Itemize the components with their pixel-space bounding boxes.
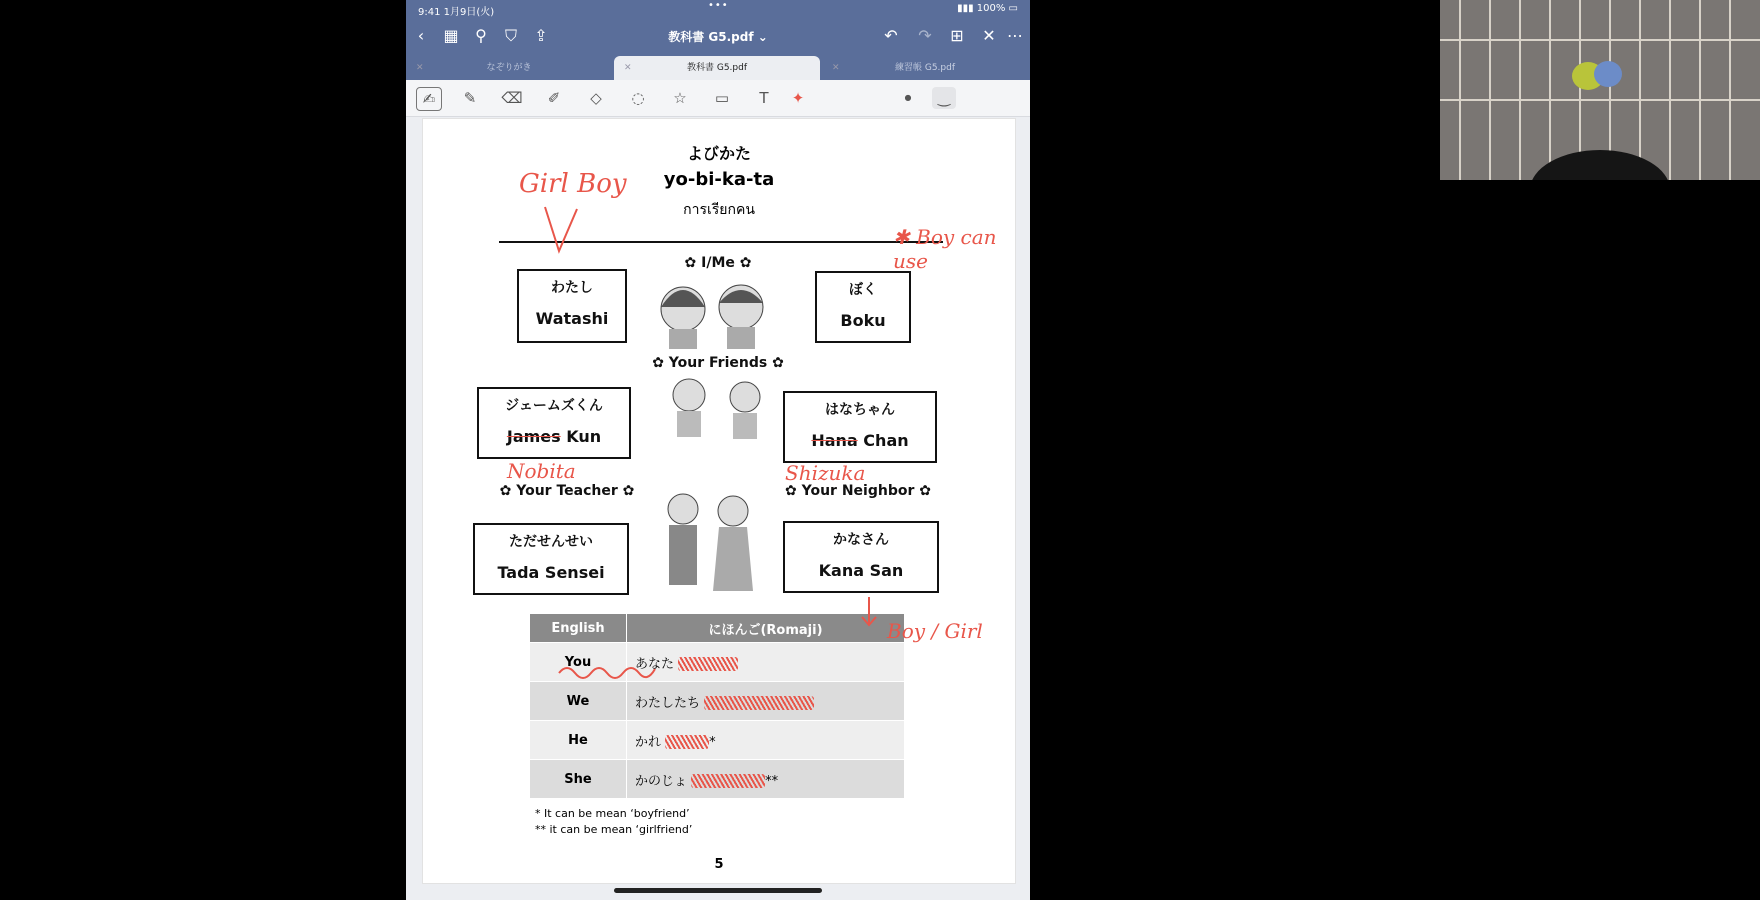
vocab-table [529, 613, 905, 799]
girl-boy-illustration [645, 269, 781, 349]
status-bar [406, 0, 1030, 18]
tab-label: 教科書 G5.pdf [686, 63, 748, 73]
title-romaji: yo-bi-ka-ta [663, 169, 775, 190]
cell-english: He [530, 721, 627, 760]
table-row [530, 682, 905, 721]
handwriting-arrow [541, 203, 581, 259]
grid-icon[interactable]: ▦ [443, 26, 459, 45]
box-en: Kun [560, 427, 602, 446]
footnote-mark: * [709, 734, 716, 750]
handwriting-shizuka: Shizuka [785, 461, 866, 485]
bookmark-icon[interactable]: ⛉ [504, 26, 517, 45]
box-tada [473, 523, 629, 595]
title-thai: การเรียกคน [683, 202, 755, 218]
section-ime: ✿ I/Me ✿ [684, 255, 752, 271]
footnote-2: ** it can be mean ‘girlfriend’ [535, 823, 693, 836]
cell-japanese [627, 760, 905, 799]
ipad-screen [406, 0, 1030, 900]
table-header: にほんご(Romaji) [627, 614, 905, 643]
box-jp: かなさん [833, 532, 889, 548]
handwriting-boy-girl: Boy / Girl [887, 619, 983, 643]
cell-japanese [627, 682, 905, 721]
box-boku [815, 271, 911, 343]
tab-close-icon[interactable]: ✕ [832, 63, 840, 73]
jp-word: かれ [635, 734, 662, 750]
annotation-toolbar [406, 80, 1030, 117]
redo-icon[interactable]: ↷ [918, 26, 932, 45]
tab-label: なぞりがき [486, 63, 532, 73]
image-icon[interactable]: ▭ [714, 89, 730, 107]
back-icon[interactable]: ‹ [417, 26, 425, 45]
box-james [477, 387, 631, 459]
nav-bar [406, 18, 1030, 54]
cell-english: She [530, 760, 627, 799]
close-icon[interactable]: ✕ [982, 26, 996, 45]
cell-japanese [627, 721, 905, 760]
camera-feed [1440, 0, 1760, 180]
tab-nazorigaki[interactable] [406, 56, 612, 80]
tab-label: 練習帳 G5.pdf [894, 63, 956, 73]
jp-word: あなた [635, 656, 675, 672]
box-watashi [517, 269, 627, 343]
box-jp: ただせんせい [509, 534, 593, 550]
tab-kyokasho[interactable] [614, 56, 820, 80]
handwriting-boy-can-use: ✱ Boy can use [893, 225, 997, 273]
tab-close-icon[interactable]: ✕ [624, 63, 632, 73]
table-row [530, 721, 905, 760]
battery-indicator: ▮▮▮ 100% ▭ [957, 3, 1018, 14]
tab-bar [406, 54, 1030, 80]
handwriting-underline-wave [557, 659, 657, 685]
add-page-icon[interactable]: ⊞ [950, 26, 964, 45]
box-en: Tada Sensei [497, 563, 605, 582]
tab-renshucho[interactable] [822, 56, 1028, 80]
title-japanese: よびかた [686, 144, 751, 163]
undo-icon[interactable]: ↶ [884, 26, 898, 45]
section-friends: ✿ Your Friends ✿ [652, 355, 784, 371]
box-jp: はなちゃん [825, 402, 895, 418]
footnote-1: * It can be mean ‘boyfriend’ [535, 807, 690, 820]
box-en: Kana San [818, 561, 904, 580]
read-mode-icon[interactable]: ✍ [416, 87, 442, 111]
laser-pointer-icon[interactable]: ✦ [791, 89, 805, 107]
box-en: Chan [857, 431, 909, 450]
document-title[interactable]: 教科書 G5.pdf ⌄ [668, 30, 768, 44]
page-number: 5 [714, 857, 724, 872]
jp-word: かのじょ [635, 773, 688, 789]
table-header: English [530, 614, 627, 643]
search-icon[interactable]: ⚲ [475, 26, 487, 45]
handwriting-down-arrow [859, 595, 879, 629]
handwriting-nobita: Nobita [507, 459, 576, 483]
cell-english: You [530, 643, 627, 682]
erased-romaji [704, 696, 814, 710]
box-hana [783, 391, 937, 463]
status-time: 9:41 1月9日(火) [418, 7, 495, 18]
erased-romaji [678, 657, 738, 671]
box-jp: ぼく [849, 282, 877, 298]
sticker-icon[interactable]: ☆ [673, 89, 687, 107]
lasso-icon[interactable]: ◌ [631, 89, 645, 107]
box-jp: わたし [551, 280, 593, 296]
cell-english: We [530, 682, 627, 721]
more-icon[interactable]: ⋯ [1007, 26, 1023, 45]
box-en: Watashi [535, 309, 609, 328]
struck-name: Hana [811, 431, 858, 450]
shape-icon[interactable]: ◇ [590, 89, 602, 107]
box-en: Boku [840, 311, 886, 330]
pen-size-dot[interactable]: ● [904, 93, 912, 102]
erased-romaji [691, 774, 765, 788]
handwriting-girl-boy: Girl Boy [519, 169, 627, 199]
box-jp: ジェームズくん [505, 398, 603, 414]
eraser-icon[interactable]: ⌫ [501, 89, 523, 107]
tab-close-icon[interactable]: ✕ [416, 63, 424, 73]
home-indicator[interactable] [614, 888, 822, 893]
table-row [530, 760, 905, 799]
share-icon[interactable]: ⇪ [534, 26, 548, 45]
pen-icon[interactable]: ✎ [463, 89, 477, 107]
cell-japanese [627, 643, 905, 682]
box-kana [783, 521, 939, 593]
teacher-neighbor-illustration [649, 491, 765, 601]
text-icon[interactable]: T [759, 89, 769, 107]
footnote-mark: ** [765, 773, 779, 789]
jp-word: わたしたち [635, 695, 701, 711]
table-header-row [530, 614, 905, 643]
erased-romaji [665, 735, 709, 749]
friends-illustration [655, 375, 779, 455]
pdf-page[interactable] [422, 118, 1016, 884]
section-neighbor: ✿ Your Neighbor ✿ [785, 483, 931, 499]
struck-name: James [506, 427, 561, 446]
section-teacher: ✿ Your Teacher ✿ [499, 483, 635, 499]
birdcage-photo [1440, 0, 1760, 180]
stroke-style-icon[interactable]: ‿ [932, 87, 956, 109]
highlighter-icon[interactable]: ✐ [547, 89, 561, 107]
multitask-dots[interactable]: ••• [708, 0, 729, 11]
